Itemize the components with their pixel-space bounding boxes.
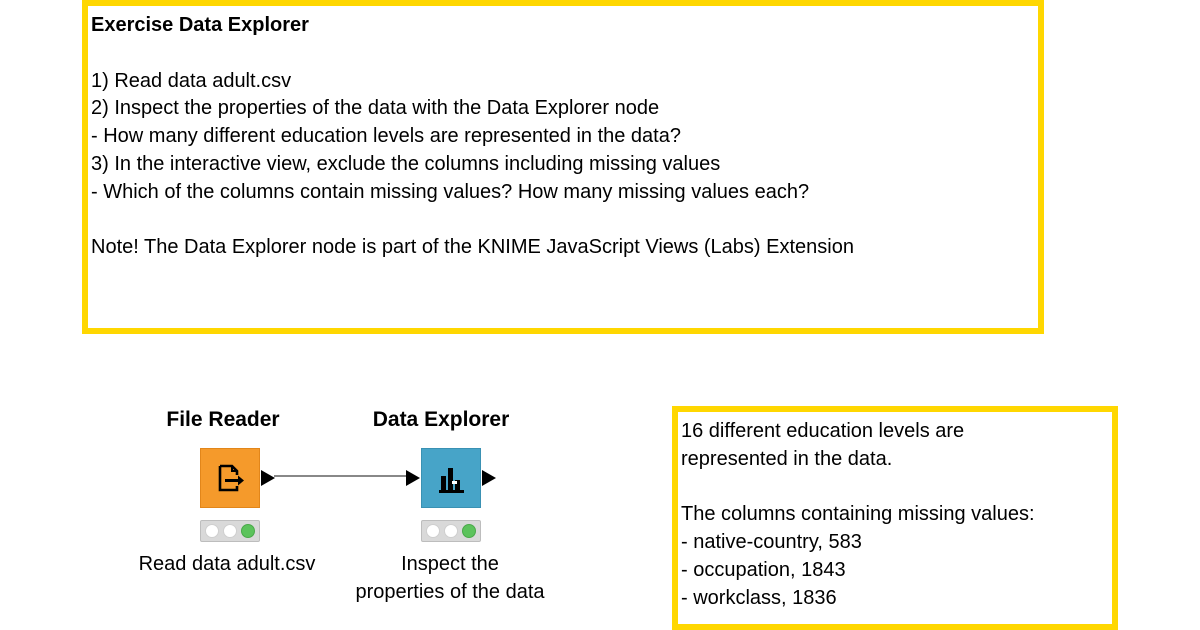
annotation-title: Exercise Data Explorer	[91, 14, 309, 36]
status-light-yellow	[444, 524, 458, 538]
node-title: Data Explorer	[372, 408, 510, 431]
instruction-line: 1) Read data adult.csv	[91, 69, 292, 92]
status-light-green	[241, 524, 255, 538]
status-lights	[421, 520, 481, 542]
annotation-spacer	[681, 474, 1112, 502]
status-light-yellow	[223, 524, 237, 538]
output-port[interactable]	[482, 470, 496, 486]
instructions-annotation[interactable]	[82, 0, 1044, 334]
instruction-line: 3) In the interactive view, exclude the columns including missing values	[91, 152, 721, 175]
missing-values-item: - occupation, 1843	[681, 558, 846, 581]
file-reader-icon[interactable]	[200, 448, 260, 508]
annotation-spacer	[91, 40, 1038, 68]
node-label[interactable]	[330, 551, 570, 607]
file-reader-icon	[201, 449, 259, 507]
solution-line: represented in the data.	[681, 447, 893, 470]
status-light-red	[205, 524, 219, 538]
status-lights	[200, 520, 260, 542]
output-port[interactable]	[261, 470, 275, 486]
instruction-line: - How many different education levels are represented in the data?	[91, 125, 681, 148]
node-label-line: properties of the data	[355, 580, 545, 603]
input-port[interactable]	[406, 470, 420, 486]
node-title: File Reader	[166, 408, 280, 431]
solution-annotation[interactable]	[672, 406, 1118, 630]
node-label[interactable]	[112, 551, 342, 579]
instruction-line: - Which of the columns contain missing values? How many missing values each?	[91, 180, 810, 203]
annotation-note: Note! The Data Explorer node is part of the KNIME JavaScript Views (Labs) Extension	[91, 236, 854, 259]
node-label-line: Read data adult.csv	[138, 553, 316, 575]
connection-line[interactable]	[274, 475, 406, 477]
annotation-spacer	[91, 207, 1038, 235]
status-light-green	[462, 524, 476, 538]
missing-values-item: - native-country, 583	[681, 531, 862, 554]
status-light-red	[426, 524, 440, 538]
solution-line: The columns containing missing values:	[681, 503, 1035, 526]
instruction-line: 2) Inspect the properties of the data with the Data Explorer node	[91, 97, 660, 120]
missing-values-item: - workclass, 1836	[681, 586, 837, 609]
solution-line: 16 different education levels are	[681, 420, 965, 442]
data-explorer-icon	[422, 449, 480, 507]
node-label-line: Inspect the	[401, 553, 499, 575]
data-explorer-icon[interactable]	[421, 448, 481, 508]
